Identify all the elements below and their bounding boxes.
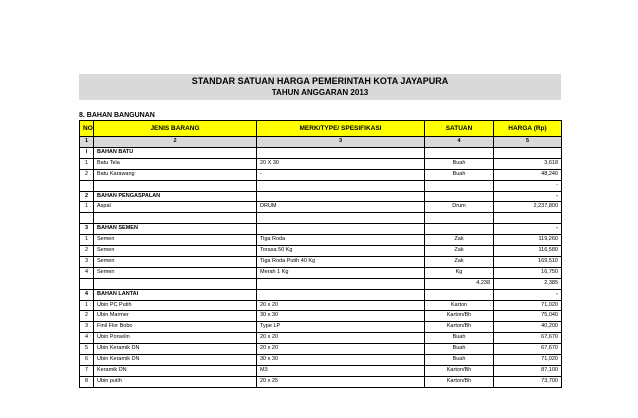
cell-spesifikasi	[257, 213, 425, 224]
cell-spesifikasi	[257, 289, 425, 300]
cell-jenis-barang: Semen	[94, 267, 257, 278]
cell-no	[80, 213, 94, 224]
table-group-row	[80, 289, 562, 300]
column-number: 4	[425, 137, 494, 148]
cell-harga: 48,240	[494, 169, 562, 180]
cell-harga	[494, 213, 562, 224]
table-row	[80, 202, 562, 213]
cell-harga: -	[494, 289, 562, 300]
column-header-merk-type: MERK/TYPE/ SPESIFIKASI	[257, 121, 425, 137]
cell-satuan	[425, 147, 494, 158]
cell-spesifikasi	[257, 278, 425, 289]
cell-no: 1	[80, 202, 94, 213]
cell-no: 4	[80, 333, 94, 344]
cell-satuan	[425, 180, 494, 191]
cell-no: 2	[80, 246, 94, 257]
cell-spesifikasi: 20 X 30	[257, 158, 425, 169]
table-row	[80, 267, 562, 278]
cell-no: 3	[80, 256, 94, 267]
cell-satuan	[425, 224, 494, 235]
cell-jenis-barang: BAHAN PENGASPALAN	[94, 191, 257, 202]
cell-satuan	[425, 213, 494, 224]
cell-jenis-barang: Aspal	[94, 202, 257, 213]
cell-jenis-barang: BAHAN LANTAI	[94, 289, 257, 300]
cell-spesifikasi: DRUM	[257, 202, 425, 213]
cell-harga: 40,200	[494, 322, 562, 333]
cell-satuan: Karton/Bh	[425, 366, 494, 377]
table-row	[80, 344, 562, 355]
cell-satuan: Buah	[425, 344, 494, 355]
cell-no: 3	[80, 322, 94, 333]
cell-spesifikasi: 20 x 25	[257, 376, 425, 387]
table-group-row	[80, 224, 562, 235]
cell-harga: 67,670	[494, 333, 562, 344]
cell-spesifikasi: Tiga Roda	[257, 235, 425, 246]
cell-jenis-barang: Ubin putih	[94, 376, 257, 387]
cell-satuan: Buah	[425, 158, 494, 169]
cell-spesifikasi: Merah 1 Kg	[257, 267, 425, 278]
cell-spesifikasi: 20 x 20	[257, 300, 425, 311]
table-group-row	[80, 191, 562, 202]
cell-harga: 16,750	[494, 267, 562, 278]
column-number: 3	[257, 137, 425, 148]
cell-harga: 119,260	[494, 235, 562, 246]
cell-no: 3	[80, 224, 94, 235]
column-number: 5	[494, 137, 562, 148]
cell-no	[80, 180, 94, 191]
cell-harga: 2,237,800	[494, 202, 562, 213]
column-header-harga: HARGA (Rp)	[494, 121, 562, 137]
cell-jenis-barang: Keramik DN	[94, 366, 257, 377]
cell-jenis-barang: Batu Tela	[94, 158, 257, 169]
cell-jenis-barang: BAHAN SEMEN	[94, 224, 257, 235]
table-group-row	[80, 147, 562, 158]
cell-spesifikasi: M3	[257, 366, 425, 377]
cell-no: 6	[80, 355, 94, 366]
cell-no: 5	[80, 344, 94, 355]
cell-no: 2	[80, 169, 94, 180]
cell-spesifikasi	[257, 147, 425, 158]
cell-satuan: Karton/Bh	[425, 322, 494, 333]
cell-harga: 73,700	[494, 376, 562, 387]
table-row	[80, 322, 562, 333]
cell-spesifikasi	[257, 191, 425, 202]
cell-spesifikasi: Tiga Roda Putih 40 Kg	[257, 256, 425, 267]
price-table	[79, 120, 562, 388]
cell-harga: 3,618	[494, 158, 562, 169]
table-row	[80, 278, 562, 289]
cell-spesifikasi: Torasa 50 Kg	[257, 246, 425, 257]
cell-spesifikasi: 20 x 20	[257, 344, 425, 355]
page-title: STANDAR SATUAN HARGA PEMERINTAH KOTA JAYAPURA	[191, 76, 449, 86]
cell-harga: 75,040	[494, 311, 562, 322]
table-row	[80, 311, 562, 322]
page-subtitle: TAHUN ANGGARAN 2013	[271, 88, 369, 97]
cell-satuan	[425, 289, 494, 300]
section-title: 8. BAHAN BANGUNAN	[79, 112, 155, 119]
cell-no: 4	[80, 289, 94, 300]
table-row	[80, 169, 562, 180]
cell-satuan: Buah	[425, 333, 494, 344]
cell-satuan: Karton/Bh	[425, 376, 494, 387]
table-row	[80, 213, 562, 224]
cell-no: 7	[80, 366, 94, 377]
cell-satuan: Karton/Bh	[425, 311, 494, 322]
cell-jenis-barang: BAHAN BATU	[94, 147, 257, 158]
column-number-row	[80, 137, 562, 148]
table-row	[80, 366, 562, 377]
cell-no: 2	[80, 311, 94, 322]
cell-satuan: Zak	[425, 246, 494, 257]
cell-satuan: Buah	[425, 355, 494, 366]
cell-jenis-barang: Finil Flor Bobo	[94, 322, 257, 333]
cell-harga: 116,580	[494, 246, 562, 257]
cell-satuan: 4,238	[425, 278, 494, 289]
table-header-row	[80, 121, 562, 137]
cell-no: I	[80, 147, 94, 158]
column-number: 2	[94, 137, 257, 148]
cell-jenis-barang: Ubin PC Putih	[94, 300, 257, 311]
cell-satuan: Zak	[425, 256, 494, 267]
table-body	[80, 147, 562, 387]
table-row	[80, 355, 562, 366]
table-row	[80, 256, 562, 267]
table-row	[80, 246, 562, 257]
cell-jenis-barang: Ubin Keramik DN	[94, 355, 257, 366]
table-row	[80, 235, 562, 246]
column-number: 1	[80, 137, 94, 148]
cell-harga	[494, 147, 562, 158]
cell-harga: -	[494, 191, 562, 202]
cell-no: 1	[80, 235, 94, 246]
column-header-satuan: SATUAN	[425, 121, 494, 137]
cell-harga: 71,020	[494, 300, 562, 311]
table-row	[80, 158, 562, 169]
cell-satuan	[425, 191, 494, 202]
cell-jenis-barang: Semen	[94, 235, 257, 246]
cell-harga: -	[494, 180, 562, 191]
cell-jenis-barang: Ubin Keramik DN	[94, 344, 257, 355]
cell-harga: 87,100	[494, 366, 562, 377]
cell-jenis-barang: Ubin Porselin	[94, 333, 257, 344]
cell-spesifikasi	[257, 180, 425, 191]
cell-harga: 169,510	[494, 256, 562, 267]
cell-jenis-barang: Semen	[94, 246, 257, 257]
column-header-no: NO	[80, 121, 94, 137]
cell-satuan: Kg	[425, 267, 494, 278]
table-row	[80, 300, 562, 311]
cell-satuan: Buah	[425, 169, 494, 180]
cell-spesifikasi	[257, 224, 425, 235]
table-row	[80, 376, 562, 387]
cell-jenis-barang: Ubin Marmer	[94, 311, 257, 322]
cell-harga: 67,670	[494, 344, 562, 355]
table-row	[80, 333, 562, 344]
cell-harga: 71,020	[494, 355, 562, 366]
cell-spesifikasi: 20 x 20	[257, 333, 425, 344]
cell-jenis-barang	[94, 180, 257, 191]
cell-no: 1	[80, 300, 94, 311]
column-header-jenis-barang: JENIS BARANG	[94, 121, 257, 137]
cell-satuan: Karton	[425, 300, 494, 311]
cell-spesifikasi: Type LP	[257, 322, 425, 333]
cell-satuan: Drum	[425, 202, 494, 213]
cell-spesifikasi: -	[257, 169, 425, 180]
cell-harga: 2,385	[494, 278, 562, 289]
cell-satuan: Zak	[425, 235, 494, 246]
cell-no: 1	[80, 158, 94, 169]
cell-jenis-barang	[94, 213, 257, 224]
cell-harga: -	[494, 224, 562, 235]
cell-jenis-barang	[94, 278, 257, 289]
cell-no: 8	[80, 376, 94, 387]
cell-jenis-barang: Semen	[94, 256, 257, 267]
cell-no: 2	[80, 191, 94, 202]
cell-spesifikasi: 30 x 30	[257, 311, 425, 322]
cell-spesifikasi: 30 x 30	[257, 355, 425, 366]
cell-no	[80, 278, 94, 289]
table-row	[80, 180, 562, 191]
cell-jenis-barang: Batu Karawang	[94, 169, 257, 180]
cell-no: 4	[80, 267, 94, 278]
